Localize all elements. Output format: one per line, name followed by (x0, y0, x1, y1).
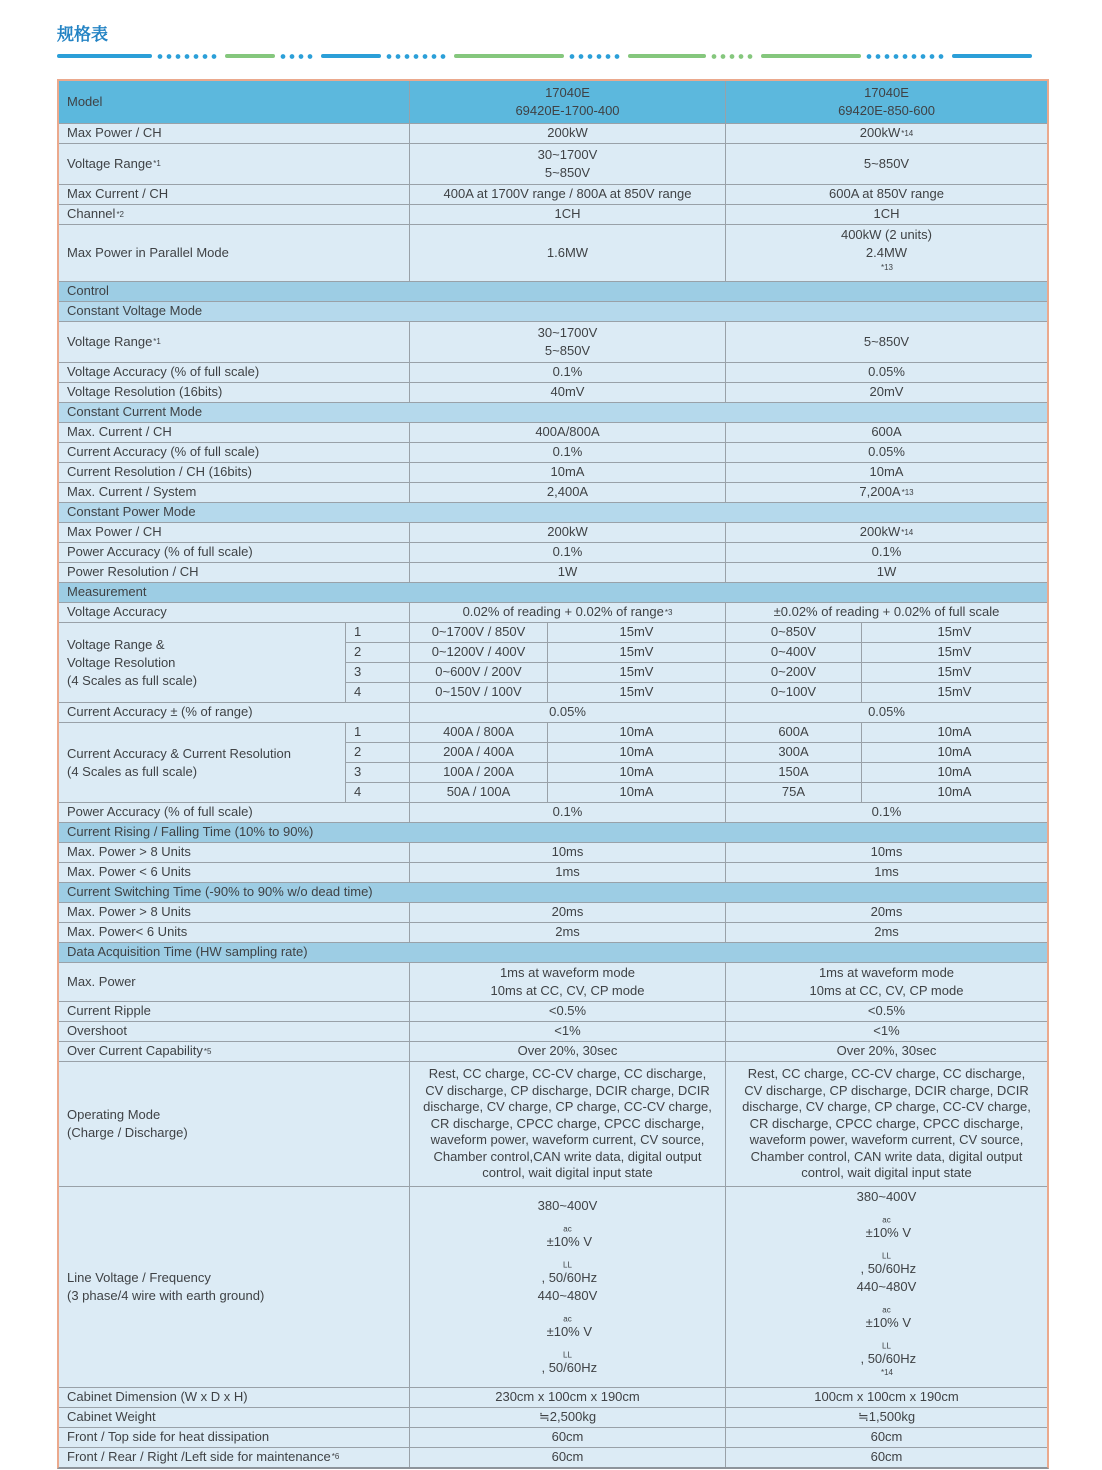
cell-value: 1ms (410, 863, 725, 882)
cell-label: Max Current / CH (59, 185, 409, 204)
operating-mode-text: Rest, CC charge, CC-CV charge, CC discharge, CV discharge, CP discharge, DCIR charge, DCIR discharge, CV charge, CP charge, CC-CV charge, CR discharge, CPCC charge, CPCC discharge, waveform power, waveform current, CV source, Chamber control,CAN write data, digital output control, wait digital input state (423, 1066, 712, 1180)
cell-label: Max. Power < 6 Units (59, 863, 409, 882)
cell-value: Over 20%, 30sec (726, 1042, 1047, 1061)
model-line: 69420E-850-600 (838, 103, 935, 118)
cell-label: Max Power in Parallel Mode (59, 225, 409, 281)
row-rising-gt8 (59, 843, 1047, 862)
cell-label: Front / Rear / Right /Left side for maintenance *6 (59, 1448, 409, 1467)
value-line: 5~850V (544, 165, 591, 180)
cell-label: Max Power / CH (59, 124, 409, 143)
label-line: Voltage Resolution (67, 654, 176, 670)
scale-index: 4 (346, 783, 409, 802)
cell-value: 10mA (548, 743, 725, 762)
cell-value: 0~1700V / 850V (410, 623, 547, 642)
cell-value: <0.5% (726, 1002, 1047, 1021)
value-text: 0.02% of reading + 0.02% of range (462, 604, 664, 620)
row-meas-voltage-accuracy (59, 603, 1047, 622)
cell-value: 10mA (862, 763, 1047, 782)
row-voltage-range (59, 144, 1047, 184)
footnote-mark: *14 (880, 1368, 893, 1378)
cell-value: 600A at 850V range (726, 185, 1047, 204)
cell-value: 75A (726, 783, 861, 802)
cell-value: 200A / 400A (410, 743, 547, 762)
cell-label: Cabinet Dimension (W x D x H) (59, 1388, 409, 1407)
cell-value: 1ms (726, 863, 1047, 882)
row-cp-power-resolution (59, 563, 1047, 582)
cell-label: Current Accuracy (% of full scale) (59, 443, 409, 462)
value-line: 30~1700V (537, 325, 598, 340)
cell-value: ≒2,500kg (410, 1408, 725, 1427)
cell-value (726, 1187, 1047, 1387)
section-row-current-rising-falling (59, 823, 1047, 842)
row-parallel-power (59, 225, 1047, 281)
row-cc-max-current (59, 423, 1047, 442)
row-over-current-capability (59, 1042, 1047, 1061)
section-title: Current Switching Time (-90% to 90% w/o dead time) (59, 883, 1047, 902)
section-row-control (59, 282, 1047, 301)
cell-label: Max. Power > 8 Units (59, 903, 409, 922)
cell-value: 10mA (726, 463, 1047, 482)
row-cv-voltage-range (59, 322, 1047, 362)
cell-value: 60cm (410, 1428, 725, 1447)
cell-label: Max. Power (59, 963, 409, 1001)
cell-label: Max. Current / CH (59, 423, 409, 442)
row-daq-max-power (59, 963, 1047, 1001)
cell-value: 1CH (410, 205, 725, 224)
subscript-ll: LL (882, 1341, 891, 1351)
cell-value: 20mV (726, 383, 1047, 402)
cell-value: 0.1% (410, 543, 725, 562)
row-cabinet-weight (59, 1408, 1047, 1427)
cell-value: 15mV (862, 663, 1047, 682)
model-header-label: Model (59, 81, 409, 123)
cell-value: 200kW (410, 523, 725, 542)
cell-value (726, 225, 1047, 281)
row-cv-voltage-resolution (59, 383, 1047, 402)
value-line: 440~480V $_{ac}$ ±10% V $_{LL}$ , 50/60Hz (537, 1287, 598, 1375)
value-line: 1ms at waveform mode (818, 965, 955, 980)
cell-value: 0.1% (410, 443, 725, 462)
subscript-ac: ac (563, 1224, 572, 1234)
cell-value: 2,400A (410, 483, 725, 502)
subscript-ll: LL (563, 1260, 572, 1270)
cell-value: 1CH (726, 205, 1047, 224)
row-current-accuracy-range (59, 703, 1047, 722)
cell-label (59, 1062, 409, 1186)
value-line: 380~400V $_{ac}$ ±10% V $_{LL}$ , 50/60Hz (537, 1197, 598, 1285)
group-label (59, 623, 345, 702)
row-current-ripple (59, 1002, 1047, 1021)
cell-value: 150A (726, 763, 861, 782)
cell-value: 2ms (410, 923, 725, 942)
row-maintenance-clearance (59, 1448, 1047, 1467)
cell-value (726, 1062, 1047, 1186)
cell-value: 0.02% of reading + 0.02% of range *3 (410, 603, 725, 622)
cell-value: 5~850V (726, 144, 1047, 184)
cell-value: 0~200V (726, 663, 861, 682)
cell-label: Voltage Resolution (16bits) (59, 383, 409, 402)
page-title: 规格表 (57, 25, 108, 44)
model-name-col1 (410, 81, 725, 123)
value-text: 2.4MW (865, 245, 908, 260)
label-text: Voltage Range (67, 333, 153, 349)
cell-value (726, 963, 1047, 1001)
cell-value: <1% (726, 1022, 1047, 1041)
value-line: 30~1700V (537, 147, 598, 162)
cell-value: 15mV (862, 643, 1047, 662)
cell-value: 400A/800A (410, 423, 725, 442)
cell-value: 0.05% (726, 443, 1047, 462)
cell-label: Max Power / CH (59, 523, 409, 542)
row-heat-dissipation (59, 1428, 1047, 1447)
cell-value: 10mA (862, 743, 1047, 762)
value-text: 200kW (859, 524, 901, 540)
value-line: 10ms at CC, CV, CP mode (490, 983, 645, 998)
cell-value: 10ms (726, 843, 1047, 862)
cell-value: 60cm (410, 1448, 725, 1467)
cell-label: Max. Current / System (59, 483, 409, 502)
row-cp-max-power (59, 523, 1047, 542)
section-row-constant-current-mode (59, 403, 1047, 422)
label-text: Over Current Capability (67, 1043, 203, 1059)
label-line: (Charge / Discharge) (67, 1124, 188, 1140)
cell-value: 20ms (726, 903, 1047, 922)
cell-value: 15mV (862, 623, 1047, 642)
label-line: (4 Scales as full scale) (67, 763, 198, 779)
cell-value: 100A / 200A (410, 763, 547, 782)
cell-value: 0~150V / 100V (410, 683, 547, 702)
cell-value: 40mV (410, 383, 725, 402)
cell-value (410, 1062, 725, 1186)
subscript-ll: LL (563, 1350, 572, 1360)
section-title: Constant Power Mode (59, 503, 1047, 522)
section-title: Control (59, 282, 1047, 301)
label-text: Channel (67, 206, 116, 222)
cell-label: Current Accuracy ± (% of range) (59, 703, 409, 722)
section-title: Constant Current Mode (59, 403, 1047, 422)
cell-value: 15mV (548, 623, 725, 642)
cell-value: <0.5% (410, 1002, 725, 1021)
subscript-ll: LL (882, 1251, 891, 1261)
cell-value: 0~1200V / 400V (410, 643, 547, 662)
row-max-power-ch (59, 124, 1047, 143)
row-cc-max-current-system (59, 483, 1047, 502)
scale-index: 2 (346, 743, 409, 762)
cell-value: 60cm (726, 1448, 1047, 1467)
cell-value: 5~850V (726, 322, 1047, 362)
cell-value: 10mA (548, 763, 725, 782)
operating-mode-text: Rest, CC charge, CC-CV charge, CC discharge, CV discharge, CP discharge, DCIR charge, DCIR discharge, CV charge, CP charge, CC-CV charge, CR discharge, CPCC charge, CPCC discharge, waveform power, waveform current, CV source, Chamber control, CAN write data, digital output control, wait digital input state (742, 1066, 1031, 1180)
value-line: 10ms at CC, CV, CP mode (809, 983, 964, 998)
cell-value: 1W (410, 563, 725, 582)
section-row-constant-power-mode (59, 503, 1047, 522)
cell-value: 600A (726, 723, 861, 742)
row-cv-voltage-accuracy (59, 363, 1047, 382)
cell-value: 10mA (410, 463, 725, 482)
label-line: Operating Mode (67, 1106, 161, 1122)
cell-value (410, 144, 725, 184)
cell-value: ≒1,500kg (726, 1408, 1047, 1427)
subscript-ac: ac (882, 1305, 891, 1315)
cell-value: 230cm x 100cm x 190cm (410, 1388, 725, 1407)
cell-value: 0.1% (726, 803, 1047, 822)
section-title: Current Rising / Falling Time (10% to 90%) (59, 823, 1047, 842)
model-line: 69420E-1700-400 (515, 103, 620, 118)
decorative-separator (57, 53, 1045, 59)
spec-table (57, 79, 1049, 1469)
cell-label: Front / Top side for heat dissipation (59, 1428, 409, 1447)
cell-label: Power Accuracy (% of full scale) (59, 803, 409, 822)
cell-value: 2ms (726, 923, 1047, 942)
value-text: 200kW (859, 125, 901, 141)
value-line (866, 244, 907, 280)
group-current-accuracy-resolution (59, 723, 1047, 802)
cell-value: 0~100V (726, 683, 861, 702)
value-line: 1ms at waveform mode (499, 965, 636, 980)
row-rising-lt6 (59, 863, 1047, 882)
section-title: Measurement (59, 583, 1047, 602)
row-cp-power-accuracy (59, 543, 1047, 562)
section-title: Constant Voltage Mode (59, 302, 1047, 321)
cell-label: Voltage Accuracy (% of full scale) (59, 363, 409, 382)
group-voltage-range-resolution (59, 623, 1047, 702)
section-row-constant-voltage-mode (59, 302, 1047, 321)
cell-label: Channel *2 (59, 205, 409, 224)
cell-value: 0~850V (726, 623, 861, 642)
label-line: Voltage Range & (67, 636, 165, 652)
cell-value: 600A (726, 423, 1047, 442)
cell-value: 15mV (862, 683, 1047, 702)
cell-label: Cabinet Weight (59, 1408, 409, 1427)
label-text: Front / Rear / Right /Left side for maintenance (67, 1448, 331, 1464)
value-line: 400kW (2 units) (840, 227, 933, 242)
cell-label (59, 1187, 409, 1387)
row-overshoot (59, 1022, 1047, 1041)
cell-value: 0.1% (410, 363, 725, 382)
cell-value: 200kW *14 (726, 124, 1047, 143)
subscript-ac: ac (563, 1314, 572, 1324)
cell-value: 50A / 100A (410, 783, 547, 802)
row-power-accuracy (59, 803, 1047, 822)
cell-value: 1.6MW (410, 225, 725, 281)
cell-value: 200kW *14 (726, 523, 1047, 542)
row-cc-current-accuracy (59, 443, 1047, 462)
scale-index: 3 (346, 763, 409, 782)
cell-label: Max. Power > 8 Units (59, 843, 409, 862)
cell-value: 0~400V (726, 643, 861, 662)
row-channel (59, 205, 1047, 224)
cell-label: Voltage Accuracy (59, 603, 409, 622)
row-max-current-ch (59, 185, 1047, 204)
cell-value (410, 963, 725, 1001)
cell-label: Max. Power< 6 Units (59, 923, 409, 942)
cell-label: Power Accuracy (% of full scale) (59, 543, 409, 562)
cell-value: 10mA (548, 723, 725, 742)
footnote-mark: *13 (880, 262, 893, 272)
scale-index: 3 (346, 663, 409, 682)
cell-value: 7,200A *13 (726, 483, 1047, 502)
cell-value: <1% (410, 1022, 725, 1041)
cell-value: 15mV (548, 663, 725, 682)
label-line: (3 phase/4 wire with earth ground) (67, 1287, 265, 1303)
cell-value: 10mA (862, 783, 1047, 802)
label-line: Current Accuracy & Current Resolution (67, 745, 291, 761)
cell-value: 300A (726, 743, 861, 762)
cell-value: Over 20%, 30sec (410, 1042, 725, 1061)
cell-value: 0.05% (726, 703, 1047, 722)
model-line: 17040E (864, 85, 909, 100)
cell-value: 1W (726, 563, 1047, 582)
model-line: 17040E (545, 85, 590, 100)
cell-value: 60cm (726, 1428, 1047, 1447)
cell-value: 400A / 800A (410, 723, 547, 742)
value-line: 440~480V $_{ac}$ ±10% V $_{LL}$ , 50/60Hz $^{*14}$ (856, 1278, 917, 1378)
cell-value: 0.1% (410, 803, 725, 822)
cell-value: 10ms (410, 843, 725, 862)
section-row-data-acquisition (59, 943, 1047, 962)
cell-value: 0.05% (410, 703, 725, 722)
row-model-header (59, 81, 1047, 123)
cell-value: 0.1% (726, 543, 1047, 562)
row-operating-mode (59, 1062, 1047, 1186)
cell-value: 15mV (548, 683, 725, 702)
row-cabinet-dimension (59, 1388, 1047, 1407)
cell-value: ±0.02% of reading + 0.02% of full scale (726, 603, 1047, 622)
label-text: Voltage Range (67, 155, 153, 171)
cell-value: 200kW (410, 124, 725, 143)
cell-label: Over Current Capability *5 (59, 1042, 409, 1061)
cell-label: Current Resolution / CH (16bits) (59, 463, 409, 482)
cell-value: 0.05% (726, 363, 1047, 382)
cell-label: Overshoot (59, 1022, 409, 1041)
cell-label: Voltage Range *1 (59, 322, 409, 362)
scale-index: 1 (346, 623, 409, 642)
cell-value: 10mA (548, 783, 725, 802)
cell-value: 15mV (548, 643, 725, 662)
cell-value (410, 1187, 725, 1387)
cell-value: 0~600V / 200V (410, 663, 547, 682)
row-cc-current-resolution (59, 463, 1047, 482)
value-line: 5~850V (544, 343, 591, 358)
cell-value (410, 322, 725, 362)
value-line: 380~400V $_{ac}$ ±10% V $_{LL}$ , 50/60Hz (856, 1188, 917, 1276)
group-label (59, 723, 345, 802)
subscript-ac: ac (882, 1215, 891, 1225)
section-row-current-switching (59, 883, 1047, 902)
value-text: 7,200A (859, 484, 901, 500)
cell-label: Current Ripple (59, 1002, 409, 1021)
cell-value: 10mA (862, 723, 1047, 742)
cell-label: Voltage Range *1 (59, 144, 409, 184)
row-switching-gt8 (59, 903, 1047, 922)
model-name-col2 (726, 81, 1047, 123)
label-line: Line Voltage / Frequency (67, 1269, 211, 1285)
scale-index: 1 (346, 723, 409, 742)
section-title: Data Acquisition Time (HW sampling rate) (59, 943, 1047, 962)
cell-value: 400A at 1700V range / 800A at 850V range (410, 185, 725, 204)
section-row-measurement (59, 583, 1047, 602)
cell-label: Power Resolution / CH (59, 563, 409, 582)
row-switching-lt6 (59, 923, 1047, 942)
cell-value: 100cm x 100cm x 190cm (726, 1388, 1047, 1407)
scale-index: 2 (346, 643, 409, 662)
cell-value: 20ms (410, 903, 725, 922)
scale-index: 4 (346, 683, 409, 702)
label-line: (4 Scales as full scale) (67, 672, 198, 688)
row-line-voltage-frequency (59, 1187, 1047, 1387)
